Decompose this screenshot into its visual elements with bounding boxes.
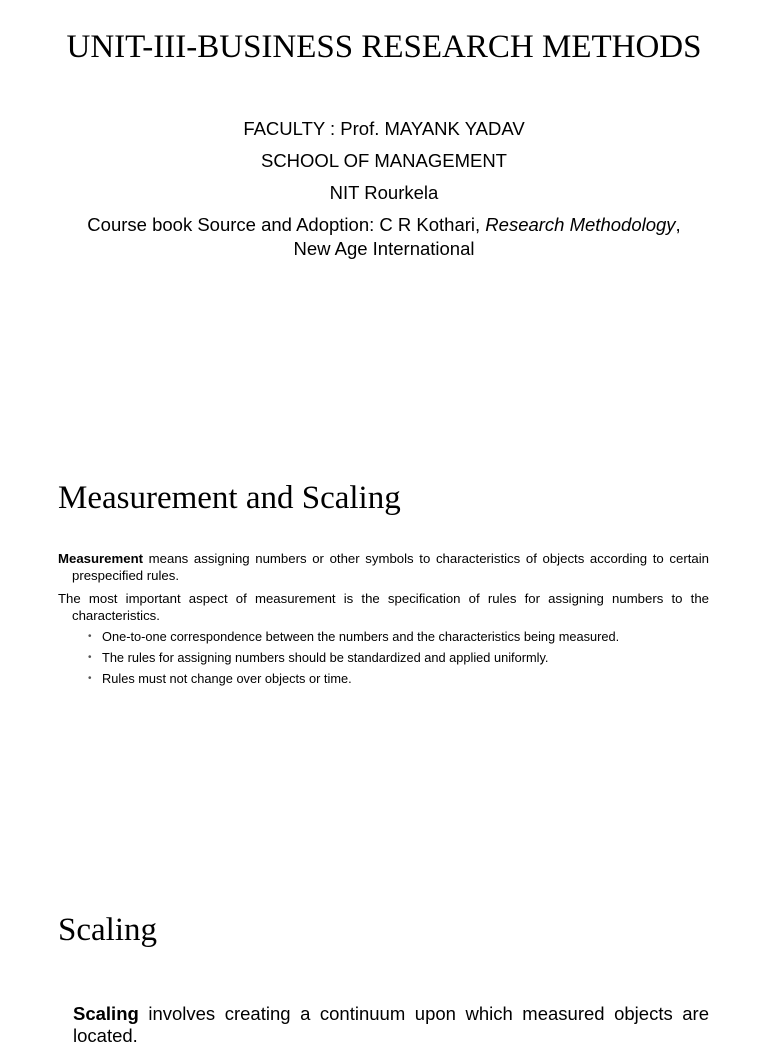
- slide-heading: Scaling: [58, 912, 157, 948]
- course-suffix: ,: [675, 214, 681, 235]
- term-scaling: Scaling: [73, 1002, 139, 1024]
- aspect-paragraph: The most important aspect of measurement is the specification of rules for assigning numbers to the characteristics.: [58, 591, 709, 623]
- list-item: [88, 628, 709, 645]
- bullet-icon: •: [88, 673, 92, 684]
- slide-body: [58, 550, 709, 691]
- subtitle-block: [40, 117, 728, 261]
- slide-title: [0, 0, 768, 416]
- scaling-text: involves creating a continuum upon which measured objects are located.: [73, 1002, 709, 1046]
- scaling-paragraph: [73, 1003, 709, 1047]
- course-prefix: Course book Source and Adoption: C R Kothari,: [87, 214, 486, 235]
- faculty-line: FACULTY : Prof. MAYANK YADAV: [243, 118, 525, 139]
- term-measurement: Measurement: [58, 551, 144, 566]
- definition-paragraph: [58, 550, 709, 584]
- bullet-icon: •: [88, 652, 92, 663]
- list-item-text: Rules must not change over objects or time.: [102, 671, 352, 686]
- school-line: SCHOOL OF MANAGEMENT: [260, 150, 507, 171]
- institute-line: NIT Rourkela: [329, 182, 439, 203]
- page-title: UNIT-III-BUSINESS RESEARCH METHODS: [66, 29, 702, 65]
- course-line: [40, 213, 728, 237]
- rules-list: [58, 628, 709, 687]
- definition-text: means assigning numbers or other symbols to characteristics of objects according to certain prespecified rules.: [72, 551, 709, 583]
- publisher-line: New Age International: [293, 238, 475, 259]
- slide-measurement: [0, 452, 768, 852]
- list-item-text: The rules for assigning numbers should be standardized and applied uniformly.: [102, 650, 549, 665]
- list-item: [88, 649, 709, 666]
- course-book-title: Research Methodology: [485, 214, 676, 235]
- bullet-icon: •: [88, 631, 92, 642]
- list-item: [88, 670, 709, 687]
- list-item-text: One-to-one correspondence between the numbers and the characteristics being measured.: [102, 629, 620, 644]
- slide-scaling: [0, 890, 768, 1046]
- slide-heading: Measurement and Scaling: [58, 480, 401, 516]
